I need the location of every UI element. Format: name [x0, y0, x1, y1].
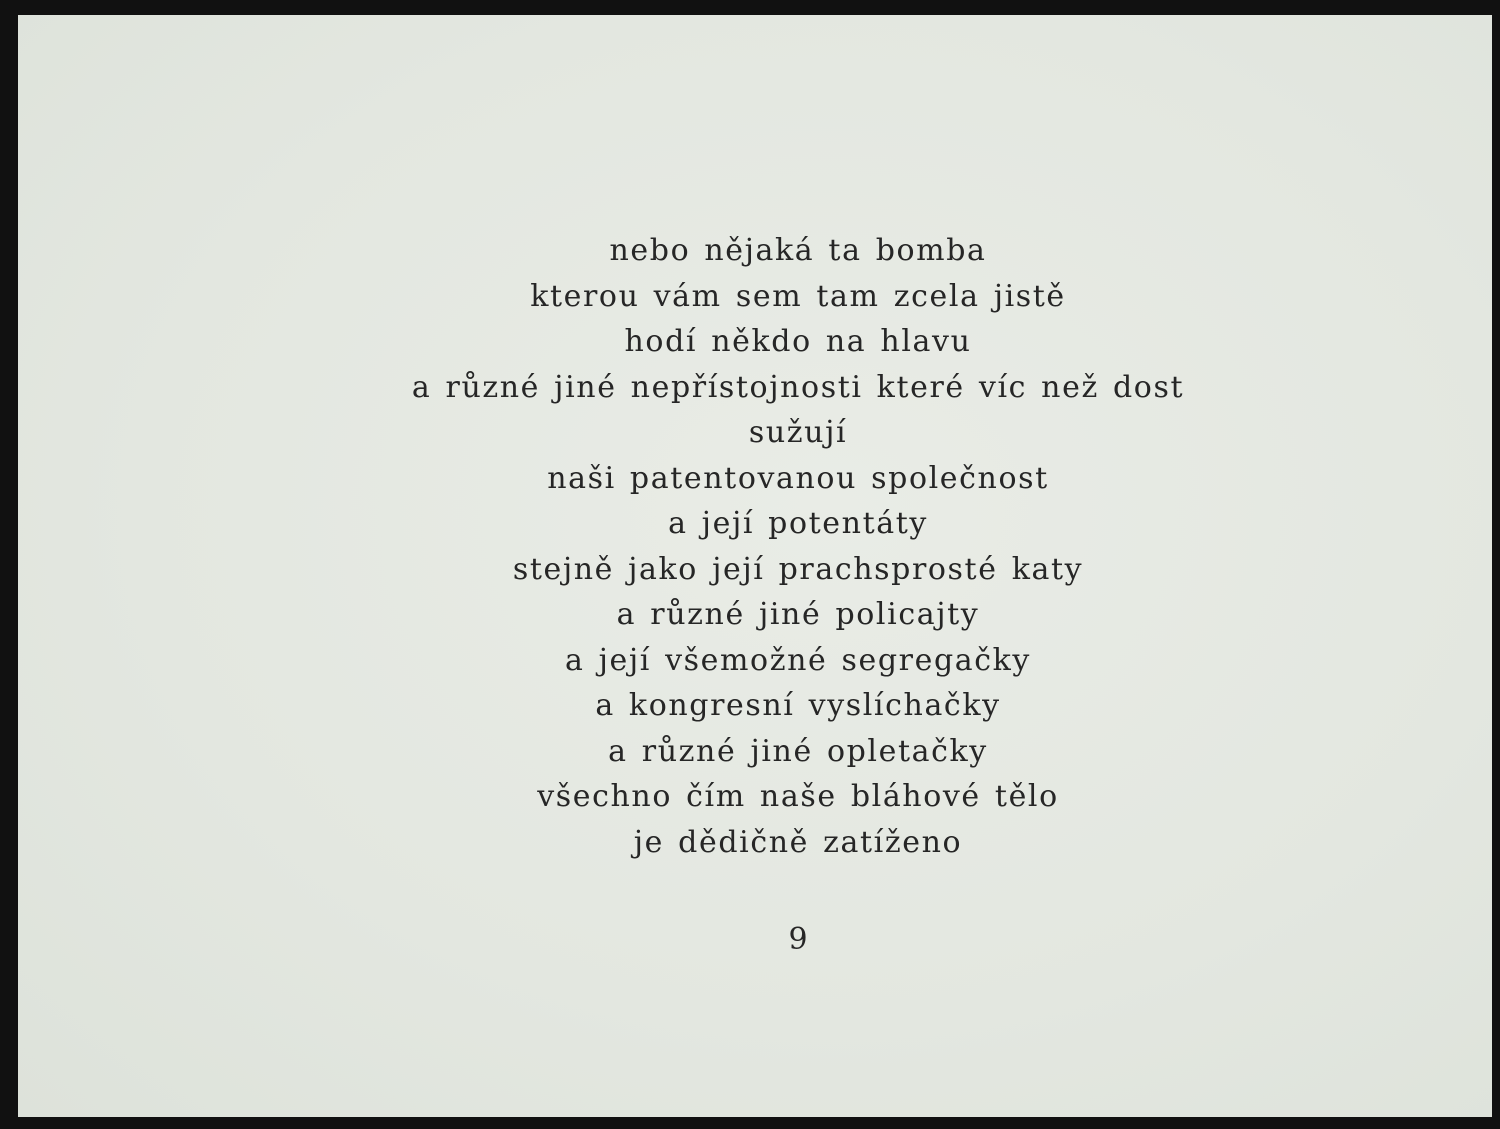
poem-line: všechno čím naše bláhové tělo	[537, 779, 1059, 814]
poem-line: sužují	[748, 415, 848, 450]
poem-line: stejně jako její prachsprosté katy	[512, 551, 1084, 587]
poem-line: a různé jiné policajty	[616, 597, 980, 632]
poem-text	[18, 228, 1500, 865]
paper-blemish	[48, 39, 92, 43]
poem-line: a různé jiné opletačky	[608, 733, 988, 769]
poem-line: a kongresní vyslíchačky	[595, 688, 1001, 723]
poem-line: a její všemožné segregačky	[564, 642, 1031, 678]
page-number: 9	[788, 922, 808, 957]
poem-line: a její potentáty	[668, 506, 928, 541]
poem-line: kterou vám sem tam zcela jistě	[530, 278, 1066, 314]
book-page	[18, 15, 1492, 1117]
poem-line: naši patentovanou společnost	[547, 460, 1049, 496]
poem-line: hodí někdo na hlavu	[624, 324, 972, 359]
poem-line: je dědičně zatíženo	[633, 824, 963, 860]
poem-line: nebo nějaká ta bomba	[609, 233, 987, 268]
poem-line: a různé jiné nepřístojnosti které víc než dost	[411, 369, 1185, 405]
